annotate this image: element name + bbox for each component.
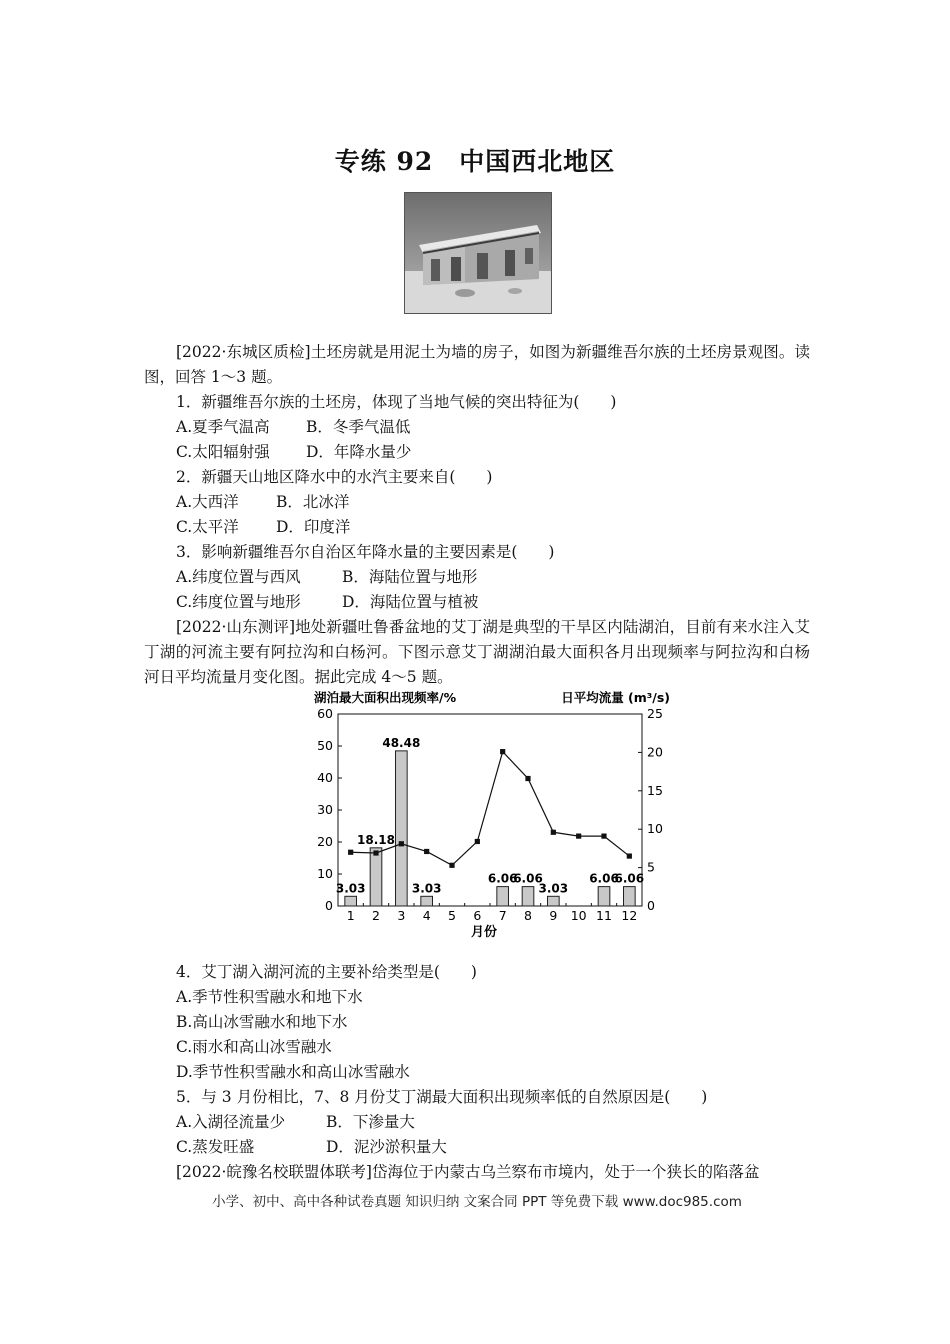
x-tick-label: 2 (372, 908, 380, 923)
left-tick-label: 40 (317, 770, 333, 785)
right-tick-label: 0 (647, 898, 655, 913)
bar-value-label: 6.06 (589, 871, 619, 886)
x-tick-label: 5 (448, 908, 456, 923)
question-1-option-c: C.太阳辐射强 (176, 443, 270, 461)
left-axis-title: 湖泊最大面积出现频率/% (314, 690, 457, 705)
x-tick-label: 9 (549, 908, 558, 923)
question-4-option-a: A.季节性积雪融水和地下水 (176, 988, 363, 1006)
frequency-bar (624, 887, 636, 906)
question-2-stem: 2．新疆天山地区降水中的水汽主要来自( ) (176, 468, 493, 486)
lake-flow-chart (300, 686, 680, 946)
x-tick-label: 3 (397, 908, 406, 923)
frequency-bar (548, 896, 560, 906)
intro-paragraph-3: [2022·皖豫名校联盟体联考]岱海位于内蒙古乌兰察布市境内，处于一个狭长的陷落盆 (176, 1163, 760, 1181)
question-2-option-c: C.太平洋 (176, 518, 239, 536)
question-3-option-d: D．海陆位置与植被 (342, 593, 479, 611)
x-tick-label: 11 (596, 908, 612, 923)
questions-part-2 (144, 960, 810, 1185)
intro-paragraph-2: [2022·山东测评]地处新疆吐鲁番盆地的艾丁湖是典型的干旱区内陆湖泊，目前有来水注入艾丁湖的河流主要有阿拉沟和白杨河。下图示意艾丁湖湖泊最大面积各月出现频率与阿拉沟和白杨河日平均流量月变化图。据此完成 4～5 题。 (144, 618, 810, 686)
bar-value-label: 48.48 (382, 735, 421, 750)
bar-value-label: 18.18 (357, 832, 395, 847)
question-5-option-d: D．泥沙淤积量大 (326, 1138, 447, 1156)
right-tick-label: 10 (647, 821, 663, 837)
x-tick-label: 1 (346, 908, 355, 923)
frequency-bar (598, 887, 610, 906)
x-tick-label: 8 (524, 908, 532, 923)
flow-point (601, 834, 606, 839)
question-4-option-c: C.雨水和高山冰雪融水 (176, 1038, 332, 1056)
bar-value-label: 6.06 (614, 871, 645, 886)
question-1-option-a: A.夏季气温高 (176, 418, 270, 436)
left-tick-label: 20 (317, 834, 333, 849)
flow-point (551, 830, 556, 835)
question-5-option-c: C.蒸发旺盛 (176, 1138, 255, 1156)
question-4-option-d: D.季节性积雪融水和高山冰雪融水 (176, 1063, 410, 1081)
chart-canvas (300, 686, 680, 946)
question-3-stem: 3．影响新疆维吾尔自治区年降水量的主要因素是( ) (176, 543, 555, 561)
x-tick-label: 4 (422, 908, 431, 923)
flow-line (351, 752, 630, 866)
x-tick-label: 7 (498, 908, 507, 923)
right-tick-label: 15 (647, 782, 663, 798)
question-2-option-b: B．北冰洋 (276, 493, 350, 511)
questions-part-1 (144, 340, 810, 690)
flow-point (424, 849, 429, 854)
flow-point (576, 834, 581, 839)
frequency-bar (421, 896, 433, 906)
question-5-option-a: A.入湖径流量少 (176, 1113, 286, 1131)
right-tick-label: 5 (647, 859, 655, 875)
x-tick-label: 12 (621, 908, 638, 923)
left-tick-label: 30 (317, 802, 333, 817)
question-1-option-d: D．年降水量少 (306, 443, 412, 461)
bar-value-label: 6.06 (513, 871, 543, 886)
question-2-option-a: A.大西洋 (176, 493, 239, 511)
left-tick-label: 50 (317, 738, 333, 753)
frequency-bar (396, 751, 408, 906)
x-tick-label: 10 (570, 908, 587, 923)
right-tick-label: 20 (647, 744, 663, 760)
question-4-option-b: B.高山冰雪融水和地下水 (176, 1013, 348, 1031)
frequency-bar (345, 896, 357, 906)
right-tick-label: 25 (647, 706, 663, 721)
bar-value-label: 3.03 (335, 881, 366, 896)
bar-value-label: 3.03 (538, 881, 569, 896)
question-1-option-b: B．冬季气温低 (306, 418, 411, 436)
flow-point (449, 863, 454, 868)
adobe-house-photo (404, 192, 552, 314)
bar-value-label: 6.06 (487, 871, 518, 886)
intro-paragraph-1: [2022·东城区质检]土坯房就是用泥土为墙的房子，如图为新疆维吾尔族的土坯房景观图。读图，回答 1～3 题。 (144, 343, 810, 386)
flow-point (627, 853, 632, 858)
question-3-option-b: B．海陆位置与地形 (342, 568, 478, 586)
frequency-bar (497, 887, 509, 906)
left-tick-label: 60 (317, 706, 333, 721)
question-4-stem: 4．艾丁湖入湖河流的主要补给类型是( ) (176, 963, 477, 981)
question-5-option-b: B．下渗量大 (326, 1113, 415, 1131)
frequency-bar (522, 887, 534, 906)
question-5-stem: 5．与 3 月份相比，7、8 月份艾丁湖最大面积出现频率低的自然原因是( ) (176, 1088, 708, 1106)
page-title: 专练 92 中国西北地区 (334, 147, 616, 176)
flow-point (399, 841, 404, 846)
question-1-stem: 1．新疆维吾尔族的土坯房，体现了当地气候的突出特征为( ) (176, 393, 617, 411)
x-axis-title: 月份 (470, 925, 498, 940)
flow-point (525, 776, 530, 781)
bar-value-label: 3.03 (411, 881, 442, 896)
page-footer: 小学、初中、高中各种试卷真题 知识归纳 文案合同 PPT 等免费下载 www.doc985.com (212, 1194, 742, 1210)
flow-point (475, 839, 480, 844)
left-tick-label: 10 (317, 866, 333, 881)
flow-point (500, 749, 505, 754)
question-3-option-a: A.纬度位置与西风 (176, 568, 301, 586)
right-axis-title: 日平均流量 (m³/s) (561, 690, 670, 705)
question-2-option-d: D．印度洋 (276, 518, 351, 536)
frequency-bar (370, 848, 382, 906)
left-tick-label: 0 (325, 898, 333, 913)
flow-point (348, 850, 353, 855)
question-3-option-c: C.纬度位置与地形 (176, 593, 301, 611)
x-tick-label: 6 (473, 908, 482, 923)
flow-point (373, 850, 378, 855)
